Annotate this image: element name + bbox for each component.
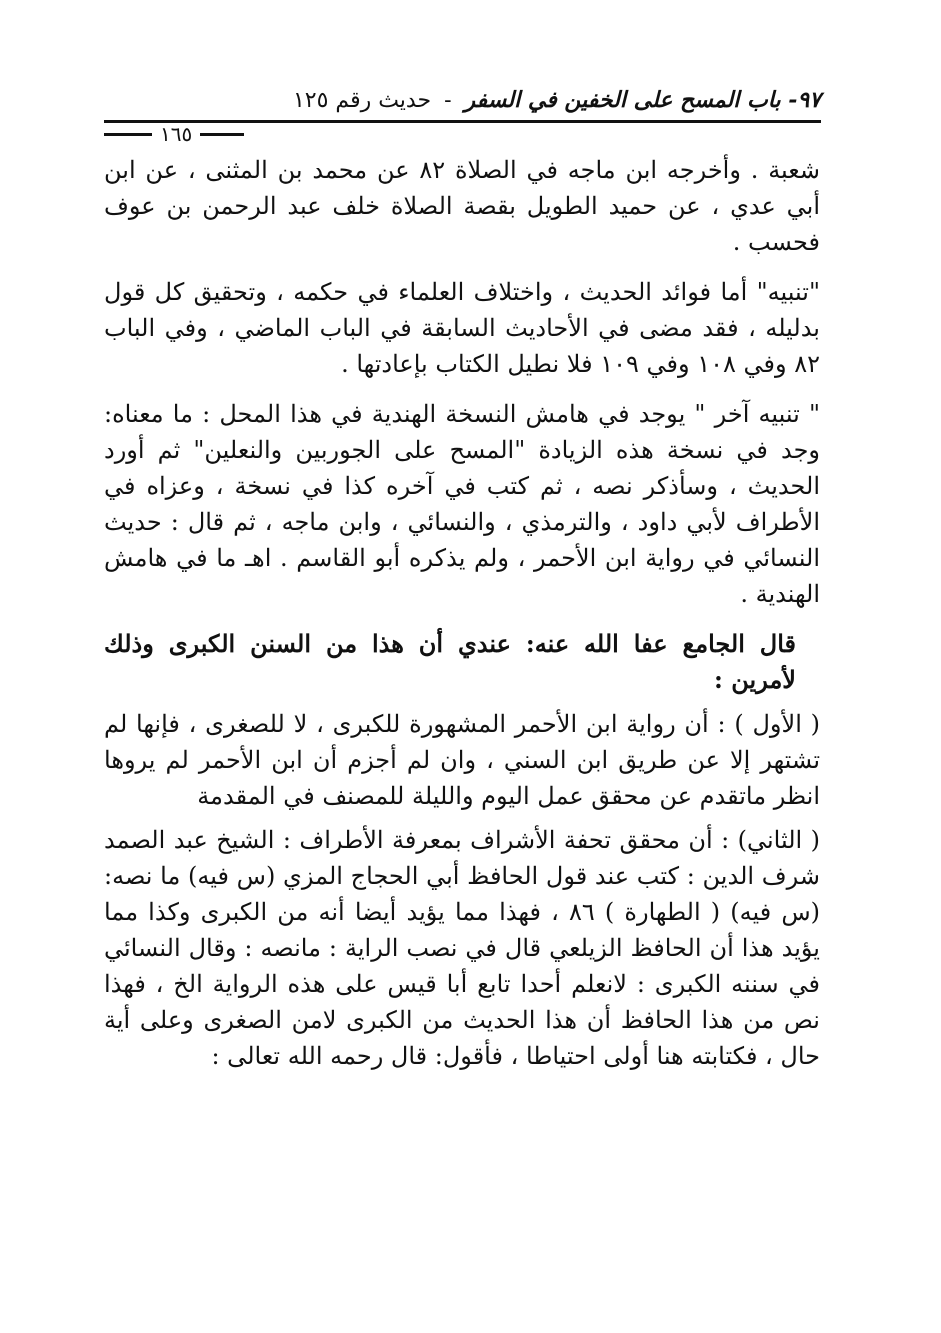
page-number-rule-right <box>200 133 244 136</box>
header-separator: - <box>444 88 452 113</box>
paragraph-another-note: " تنبيه آخر " يوجد في هامش النسخة الهندية في هذا المحل : ما معناه: وجد في نسخة هذه الزيادة "المسح على الجوربين والنعلين" ثم أورد الحديث ، وسأذكر نصه ، ثم كتب في آخره كذا في نسخة ، وعزاه في الأطراف لأبي داود ، والترمذي ، والنسائي ، وابن ماجه ، ثم قال : حديث النسائي في رواية ابن الأحمر ، ولم يذكره أبو القاسم . اهـ ما في هامش الهندية . <box>104 400 820 608</box>
paragraph-second-reason: ( الثاني) : أن محقق تحفة الأشراف بمعرفة الأطراف : الشيخ عبد الصمد شرف الدين : كتب عند قول الحافظ أبي الحجاج المزي (س فيه) ما نصه: (س فيه) ( الطهارة ) ٨٦ ، فهذا مما يؤيد أيضا أنه من الكبرى وكذا مما يؤيد هذا أن الحافظ الزيلعي قال في نصب الراية : مانصه : وقال النسائي في سننه الكبرى : لانعلم أحدا تابع أبا قيس على هذه الرواية الخ ، فهذا نص من هذا الحافظ أن هذا الحديث من الكبرى لامن الصغرى وعلى أية حال ، فكتابته هنا أولى احتياطا ، فأقول: قال رحمه الله تعالى : <box>104 826 821 1070</box>
page-number: ١٦٥ <box>160 122 193 146</box>
page-body <box>104 152 820 1088</box>
paragraph-note: "تنبيه" أما فوائد الحديث ، واختلاف العلماء في حكمه ، وتحقيق كل قول بدليله ، فقد مضى في الأحاديث السابقة في الباب الماضي ، وفي الباب ٨٢ وفي ١٠٨ وفي ١٠٩ فلا نطيل الكتاب بإعادتها . <box>104 278 820 378</box>
running-header <box>104 80 821 123</box>
page-number-rule-left <box>104 133 152 136</box>
paragraph-compiler-statement: قال الجامع عفا الله عنه: عندي أن هذا من السنن الكبرى وذلك لأمرين : <box>104 629 796 694</box>
paragraph-first-reason: ( الأول ) : أن رواية ابن الأحمر المشهورة للكبرى ، لا للصغرى ، فإنها لم تشتهر إلا عن طريق ابن السني ، وان لم أجزم أن ابن الأحمر لم يروها انظر ماتقدم عن محقق عمل اليوم والليلة للمصنف في المقدمة <box>104 710 820 810</box>
paragraph-continuation: شعبة . وأخرجه ابن ماجه في الصلاة ٨٢ عن محمد بن المثنى ، عن ابن أبي عدي ، عن حميد الطويل بقصة الصلاة خلف عبد الرحمن بن عوف فحسب . <box>104 156 820 256</box>
page-number-row <box>104 122 234 146</box>
chapter-title: ٩٧- باب المسح على الخفين في السفر <box>464 87 821 113</box>
hadith-number: حديث رقم ١٢٥ <box>292 88 432 113</box>
